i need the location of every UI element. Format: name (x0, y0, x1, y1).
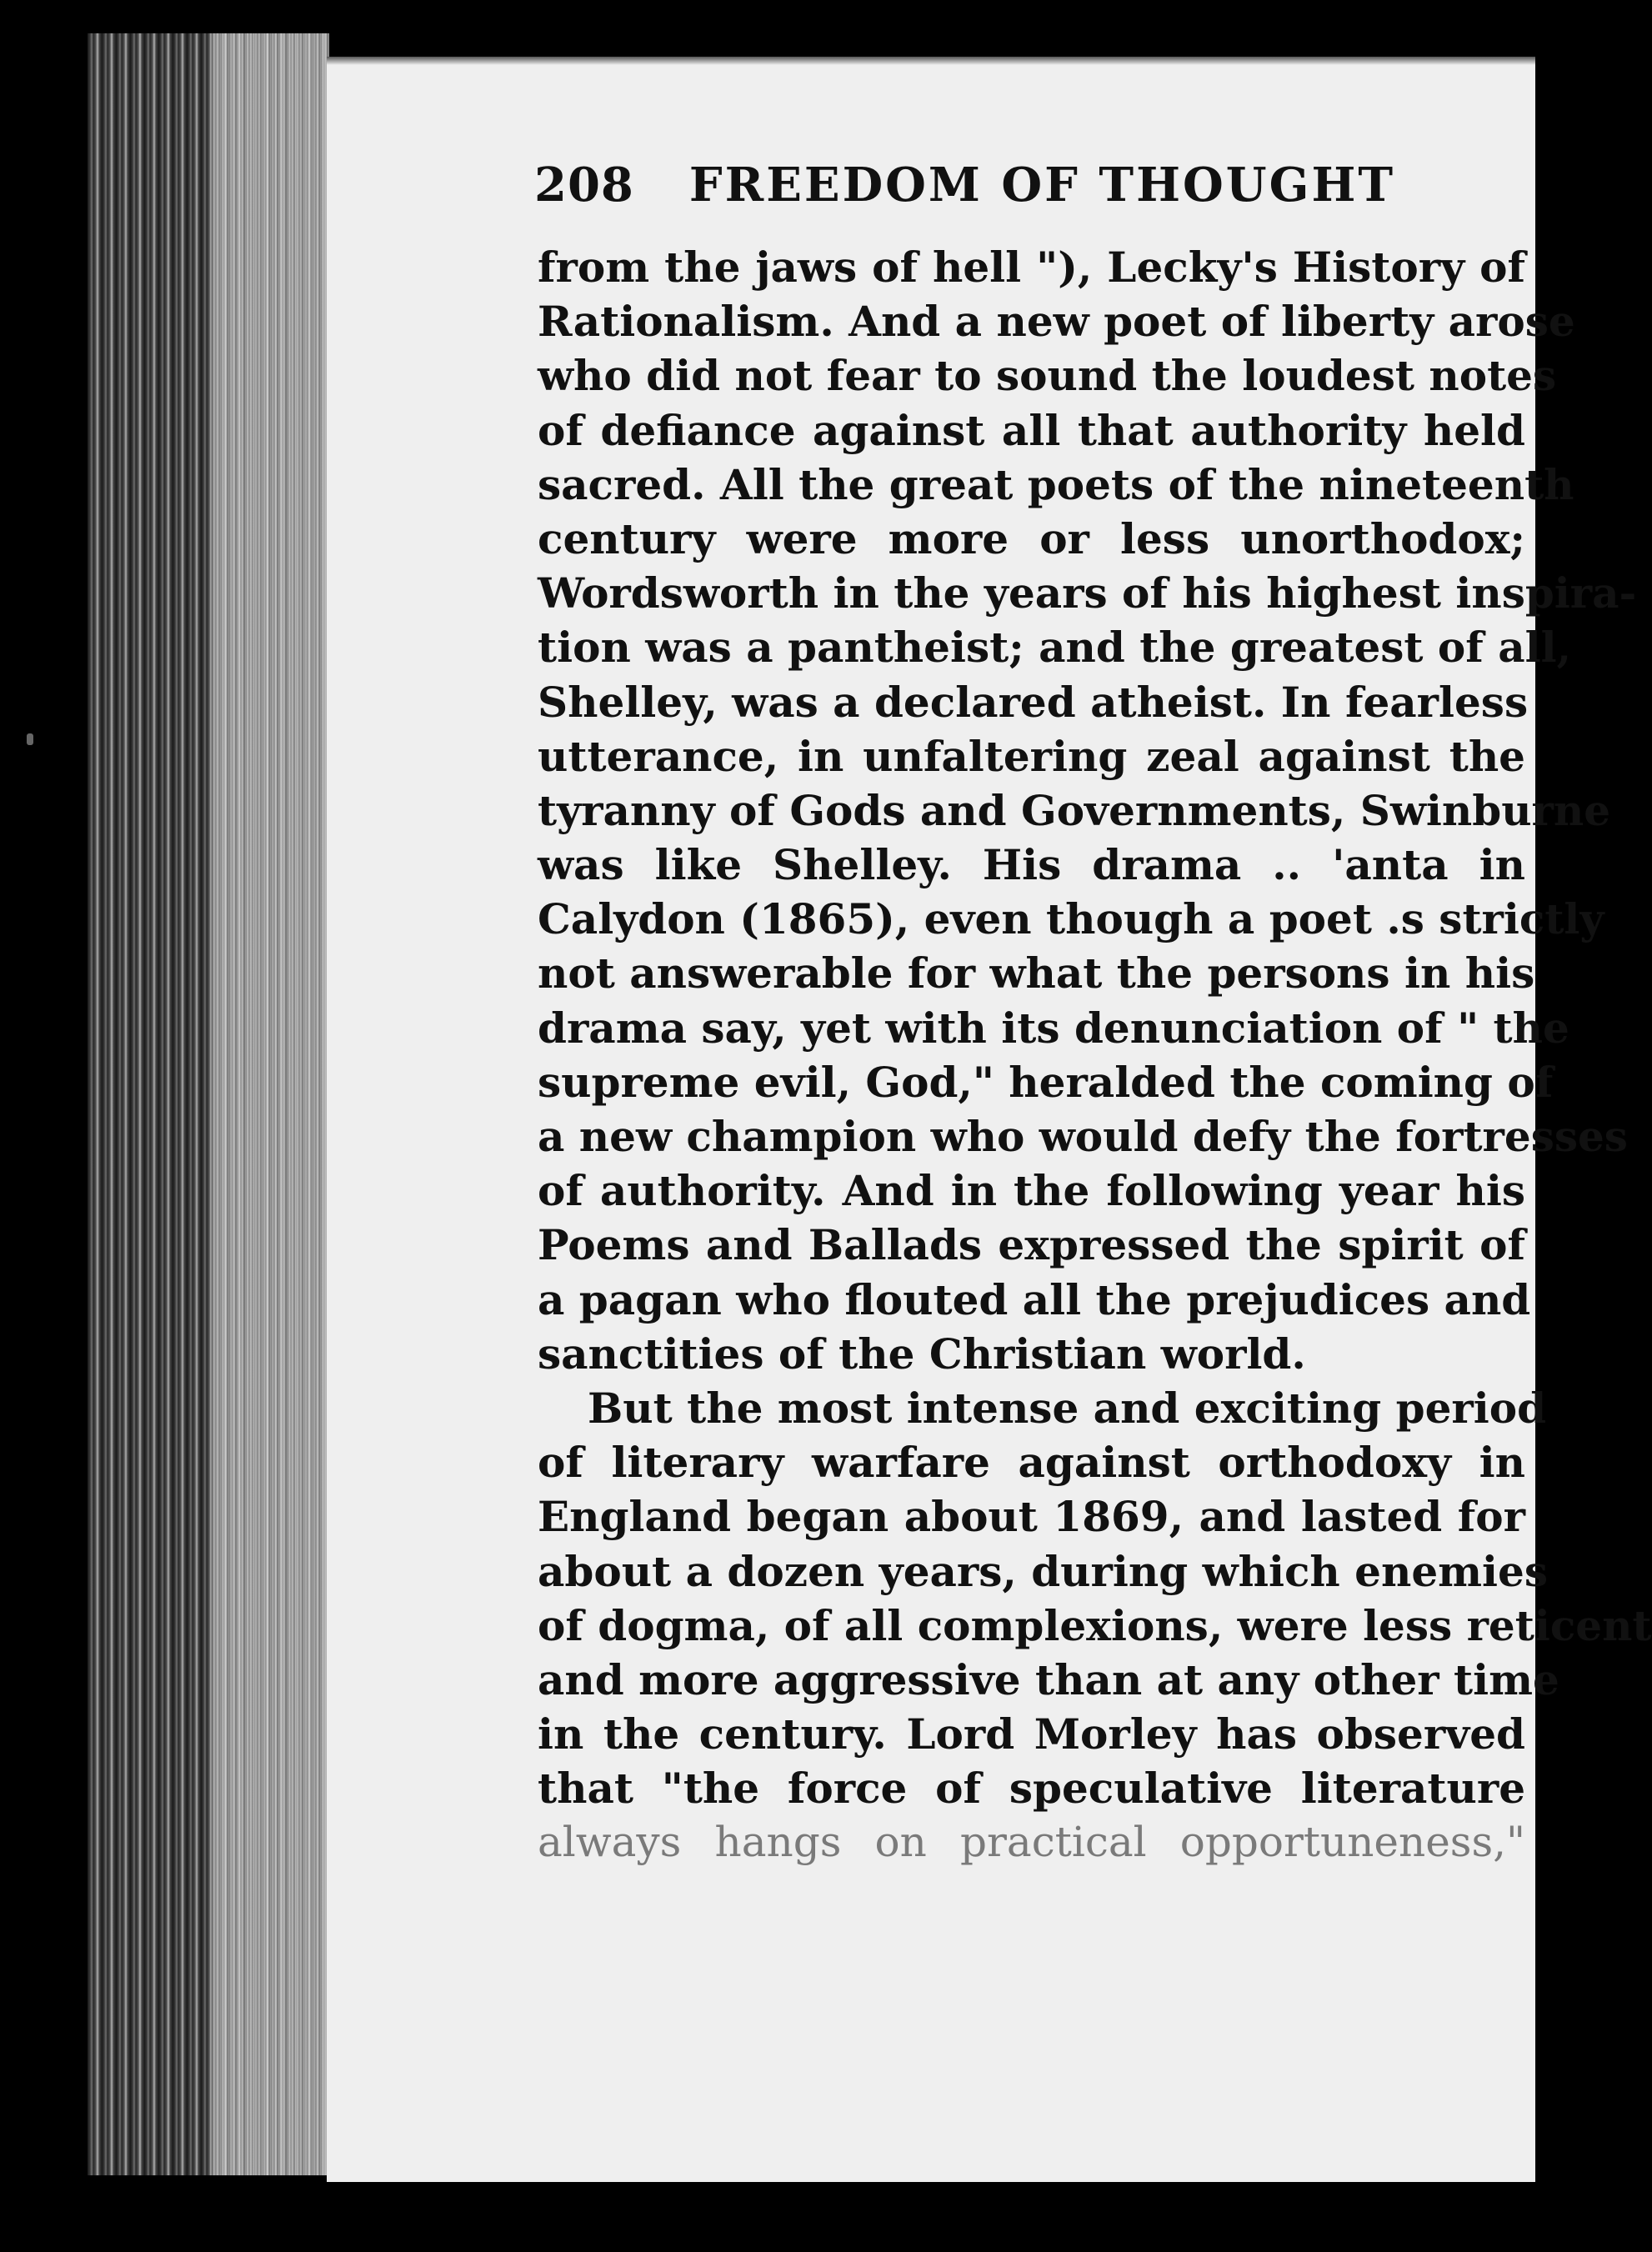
text-line: Wordsworth in the years of his highest inspira- (538, 568, 1637, 618)
text-line: tyranny of Gods and Governments, Swinburne (538, 785, 1611, 835)
text-line: Calydon (1865), even though a poet .s strictly (538, 894, 1604, 944)
text-line: England began about 1869, and lasted for (538, 1492, 1525, 1542)
text-line: Shelley, was a declared atheist. In fearless (538, 677, 1529, 727)
text-line: from the jaws of hell "), Lecky's History of (538, 243, 1525, 292)
paragraph-first-line: But the most intense and exciting period (588, 1383, 1547, 1433)
body-text (538, 240, 1652, 1870)
text-line: Rationalism. And a new poet of liberty arose (538, 297, 1575, 347)
text-line: that "the force of speculative literature (538, 1764, 1525, 1814)
page-top-edge (327, 57, 1535, 65)
text-line: tion was a pantheist; and the greatest of all, (538, 623, 1571, 673)
text-line: of defiance against all that authority held (538, 405, 1525, 455)
page-number: 208 (534, 158, 634, 213)
text-line: utterance, in unfaltering zeal against the (538, 731, 1525, 781)
text-line: about a dozen years, during which enemies (538, 1546, 1549, 1596)
text-line: century were more or less unorthodox; (538, 513, 1525, 563)
text-line: drama say, yet with its denunciation of " the (538, 1003, 1569, 1053)
running-header (534, 158, 1534, 233)
text-line: a new champion who would defy the fortresses (538, 1112, 1628, 1161)
text-line: Poems and Ballads expressed the spirit of (538, 1220, 1525, 1270)
text-line: sacred. All the great poets of the nineteenth (538, 459, 1574, 509)
running-title: FREEDOM OF THOUGHT (688, 158, 1396, 213)
scan-speck (27, 733, 33, 745)
text-line: in the century. Lord Morley has observed (538, 1709, 1525, 1759)
text-line: was like Shelley. His drama .. 'anta in (538, 840, 1525, 890)
text-line: of literary warfare against orthodoxy in (538, 1438, 1525, 1488)
text-line: of authority. And in the following year his (538, 1166, 1525, 1216)
text-line: supreme evil, God," heralded the coming of (538, 1057, 1554, 1107)
text-line: sanctities of the Christian world. (538, 1329, 1306, 1379)
text-line: who did not fear to sound the loudest notes (538, 351, 1557, 401)
text-line: always hangs on practical opportuneness," (538, 1818, 1525, 1867)
text-line: and more aggressive than at any other time (538, 1654, 1559, 1704)
text-line: a pagan who flouted all the prejudices and (538, 1274, 1531, 1324)
page-edges (88, 33, 329, 2175)
text-line: of dogma, of all complexions, were less reticent (538, 1600, 1652, 1650)
book-page (327, 57, 1652, 2182)
text-line: not answerable for what the persons in his (538, 948, 1535, 998)
